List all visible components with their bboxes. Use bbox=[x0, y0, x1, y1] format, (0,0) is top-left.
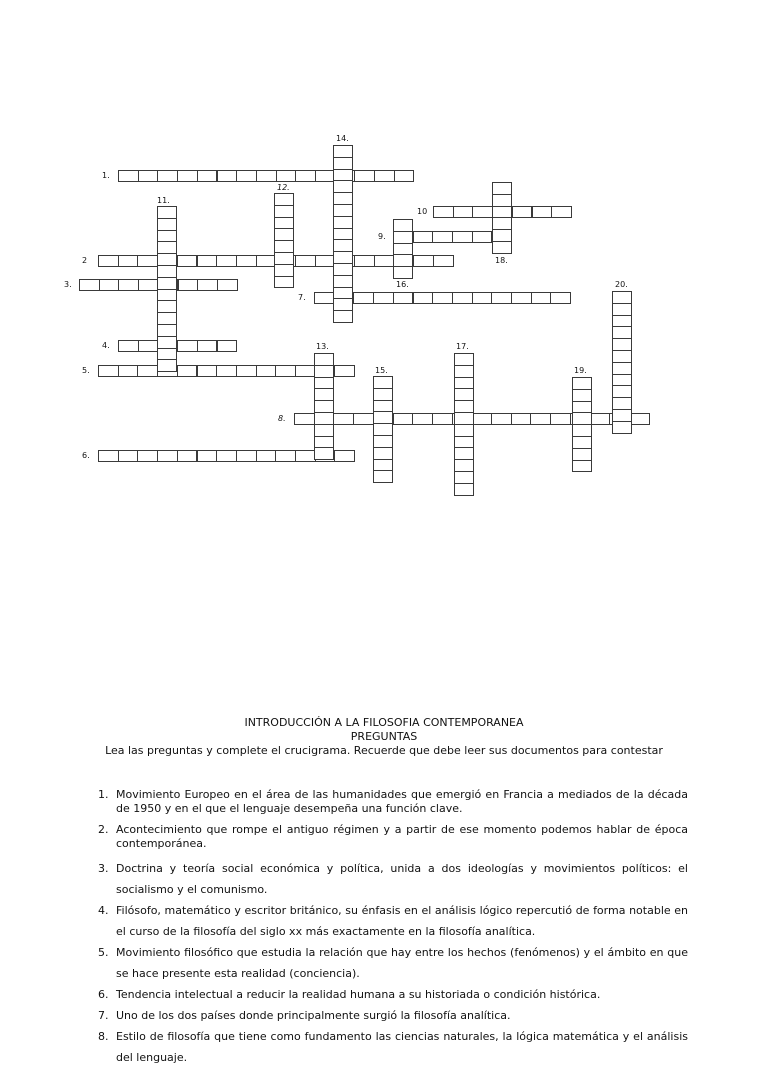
crossword-cell[interactable] bbox=[236, 365, 257, 377]
crossword-cell[interactable] bbox=[354, 170, 375, 182]
crossword-cell[interactable] bbox=[98, 365, 119, 377]
crossword-cell[interactable] bbox=[197, 255, 218, 267]
clue-number-label: 6. bbox=[82, 451, 90, 460]
crossword-cell[interactable] bbox=[433, 255, 454, 267]
crossword-cell[interactable] bbox=[512, 206, 533, 218]
crossword-cell[interactable] bbox=[177, 450, 198, 462]
question-item: 5. Movimiento filosófico que estudia la relación que hay entre los hechos (fenómenos) y el ámbito en que se hace presente esta realidad (conciencia). bbox=[98, 946, 688, 980]
crossword-cell[interactable] bbox=[472, 231, 493, 243]
crossword-cell[interactable] bbox=[314, 447, 334, 460]
crossword-cell[interactable] bbox=[472, 206, 493, 218]
question-item: 2. Acontecimiento que rompe el antiguo régimen y a partir de ese momento podemos hablar de época contemporánea. bbox=[98, 823, 688, 850]
crossword-cell[interactable] bbox=[491, 292, 512, 304]
crossword-cell[interactable] bbox=[413, 292, 434, 304]
crossword-cell[interactable] bbox=[177, 170, 198, 182]
crossword-cell[interactable] bbox=[217, 170, 238, 182]
crossword-cell[interactable] bbox=[98, 450, 119, 462]
crossword-cell[interactable] bbox=[551, 206, 572, 218]
clue-number-label: 15. bbox=[375, 366, 388, 375]
crossword-cell[interactable] bbox=[471, 413, 492, 425]
crossword-cell[interactable] bbox=[157, 359, 177, 372]
crossword-cell[interactable] bbox=[354, 255, 375, 267]
crossword-cell[interactable] bbox=[353, 292, 374, 304]
crossword-cell[interactable] bbox=[413, 255, 434, 267]
crossword-cell[interactable] bbox=[333, 413, 354, 425]
crossword-cell[interactable] bbox=[531, 292, 552, 304]
crossword-cell[interactable] bbox=[256, 450, 277, 462]
crossword-cell[interactable] bbox=[452, 292, 473, 304]
clue-number-label: 19. bbox=[574, 366, 587, 375]
crossword-cell[interactable] bbox=[217, 279, 238, 291]
crossword-cell[interactable] bbox=[197, 450, 218, 462]
questions-list bbox=[96, 788, 688, 1068]
clue-number-label: 12. bbox=[277, 183, 290, 192]
crossword-cell[interactable] bbox=[295, 170, 316, 182]
crossword-cell[interactable] bbox=[433, 206, 454, 218]
crossword-cell[interactable] bbox=[118, 170, 139, 182]
questions-document bbox=[0, 716, 768, 1064]
crossword-cell[interactable] bbox=[394, 170, 415, 182]
crossword-cell[interactable] bbox=[236, 255, 257, 267]
crossword-cell[interactable] bbox=[374, 170, 395, 182]
instructions: Lea las preguntas y complete el crucigrama. Recuerde que debe leer sus documentos para contestar bbox=[105, 744, 663, 757]
crossword-cell[interactable] bbox=[374, 255, 395, 267]
crossword-cell[interactable] bbox=[216, 255, 237, 267]
crossword-cell[interactable] bbox=[511, 292, 532, 304]
crossword-cell[interactable] bbox=[491, 413, 512, 425]
crossword-cell[interactable] bbox=[118, 340, 139, 352]
crossword-cell[interactable] bbox=[373, 292, 394, 304]
crossword-cell[interactable] bbox=[453, 206, 474, 218]
crossword-cell[interactable] bbox=[412, 413, 433, 425]
question-item: 6. Tendencia intelectual a reducir la realidad humana a su historiada o condición histórica. bbox=[98, 988, 601, 1001]
crossword-cell[interactable] bbox=[353, 413, 374, 425]
crossword-cell[interactable] bbox=[118, 279, 139, 291]
crossword-cell[interactable] bbox=[138, 170, 159, 182]
crossword-cell[interactable] bbox=[334, 365, 355, 377]
crossword-cell[interactable] bbox=[138, 279, 159, 291]
crossword-cell[interactable] bbox=[334, 450, 355, 462]
crossword-cell[interactable] bbox=[256, 170, 277, 182]
question-item: 8. Estilo de filosofía que tiene como fundamento las ciencias naturales, la lógica matemática y el análisis del lenguaje. bbox=[98, 1030, 688, 1064]
crossword-cell[interactable] bbox=[79, 279, 100, 291]
clue-number-label: 1. bbox=[102, 171, 110, 180]
document-title: INTRODUCCIÓN A LA FILOSOFIA CONTEMPORANEA bbox=[244, 716, 524, 729]
crossword-cell[interactable] bbox=[511, 413, 532, 425]
clue-number-label: 11. bbox=[157, 196, 170, 205]
crossword-cell[interactable] bbox=[197, 170, 218, 182]
crossword-cell[interactable] bbox=[432, 292, 453, 304]
crossword-cell[interactable] bbox=[295, 365, 316, 377]
clue-number-label: 8. bbox=[278, 414, 286, 423]
crossword-cell[interactable] bbox=[550, 292, 571, 304]
crossword-cell[interactable] bbox=[629, 413, 650, 425]
crossword-cell[interactable] bbox=[118, 255, 139, 267]
crossword-cell[interactable] bbox=[373, 470, 393, 483]
crossword-cell[interactable] bbox=[572, 460, 592, 473]
crossword-cell[interactable] bbox=[472, 292, 493, 304]
crossword-cell[interactable] bbox=[393, 413, 414, 425]
crossword-cell[interactable] bbox=[530, 413, 551, 425]
crossword-cell[interactable] bbox=[118, 365, 139, 377]
crossword-cell[interactable] bbox=[295, 450, 316, 462]
crossword-cell[interactable] bbox=[138, 340, 159, 352]
crossword-cell[interactable] bbox=[432, 413, 453, 425]
crossword-cell[interactable] bbox=[590, 413, 611, 425]
crossword-cell[interactable] bbox=[118, 450, 139, 462]
clue-number-label: 2 bbox=[82, 256, 88, 265]
crossword-cell[interactable] bbox=[197, 365, 218, 377]
clue-number-label: 7. bbox=[298, 293, 306, 302]
crossword-cell[interactable] bbox=[197, 340, 218, 352]
crossword-cell[interactable] bbox=[216, 450, 237, 462]
crossword-grid bbox=[0, 0, 768, 500]
crossword-cell[interactable] bbox=[275, 365, 296, 377]
crossword-cell[interactable] bbox=[333, 310, 353, 323]
clue-number-label: 18. bbox=[495, 256, 508, 265]
crossword-cell[interactable] bbox=[314, 292, 335, 304]
clue-number-label: 20. bbox=[615, 280, 628, 289]
crossword-cell[interactable] bbox=[492, 241, 512, 254]
crossword-cell[interactable] bbox=[177, 340, 198, 352]
crossword-cell[interactable] bbox=[413, 231, 434, 243]
crossword-cell[interactable] bbox=[236, 170, 257, 182]
crossword-cell[interactable] bbox=[532, 206, 553, 218]
crossword-cell[interactable] bbox=[137, 255, 158, 267]
crossword-cell[interactable] bbox=[432, 231, 453, 243]
crossword-cell[interactable] bbox=[393, 292, 414, 304]
crossword-cell[interactable] bbox=[393, 266, 413, 279]
crossword-cell[interactable] bbox=[216, 365, 237, 377]
crossword-cell[interactable] bbox=[99, 279, 120, 291]
crossword-cell[interactable] bbox=[137, 365, 158, 377]
crossword-cell[interactable] bbox=[98, 255, 119, 267]
crossword-cell[interactable] bbox=[454, 483, 474, 496]
clue-number-label: 17. bbox=[456, 342, 469, 351]
clue-number-label: 14. bbox=[336, 134, 349, 143]
clue-number-label: 10 bbox=[417, 207, 428, 216]
question-item: 3. Doctrina y teoría social económica y política, unida a dos ideologías y movimientos políticos: el socialismo y el comunismo. bbox=[98, 862, 688, 896]
crossword-cell[interactable] bbox=[236, 450, 257, 462]
question-item: 4. Filósofo, matemático y escritor británico, su énfasis en el análisis lógico repercutió de forma notable en el curso de la filosofía del siglo xx más exactamente en la filosofía analítica. bbox=[98, 904, 688, 938]
clue-number-label: 3. bbox=[64, 280, 72, 289]
crossword-cell[interactable] bbox=[276, 170, 297, 182]
crossword-cell[interactable] bbox=[137, 450, 158, 462]
crossword-cell[interactable] bbox=[178, 279, 199, 291]
clue-number-label: 9. bbox=[378, 232, 386, 241]
crossword-cell[interactable] bbox=[177, 255, 198, 267]
crossword-cell[interactable] bbox=[275, 450, 296, 462]
crossword-cell[interactable] bbox=[177, 365, 198, 377]
crossword-cell[interactable] bbox=[612, 421, 632, 434]
clue-number-label: 4. bbox=[102, 341, 110, 350]
crossword-cell[interactable] bbox=[452, 231, 473, 243]
crossword-cell[interactable] bbox=[295, 255, 316, 267]
crossword-cell[interactable] bbox=[550, 413, 571, 425]
clue-number-label: 5. bbox=[82, 366, 90, 375]
question-item: 1. Movimiento Europeo en el área de las humanidades que emergió en Francia a mediados de la década de 1950 y en el que el lenguaje desempeña una función clave. bbox=[98, 788, 688, 815]
crossword-cell[interactable] bbox=[157, 450, 178, 462]
document-subtitle: PREGUNTAS bbox=[350, 730, 418, 743]
question-item: 7. Uno de los dos países donde principalmente surgió la filosofía analítica. bbox=[98, 1009, 511, 1022]
crossword-cell[interactable] bbox=[294, 413, 315, 425]
crossword-cell[interactable] bbox=[197, 279, 218, 291]
crossword-cell[interactable] bbox=[217, 340, 238, 352]
clue-number-label: 13. bbox=[316, 342, 329, 351]
clue-number-label: 16. bbox=[396, 280, 409, 289]
crossword-cell[interactable] bbox=[157, 170, 178, 182]
crossword-cell[interactable] bbox=[256, 365, 277, 377]
crossword-cell[interactable] bbox=[274, 276, 294, 289]
